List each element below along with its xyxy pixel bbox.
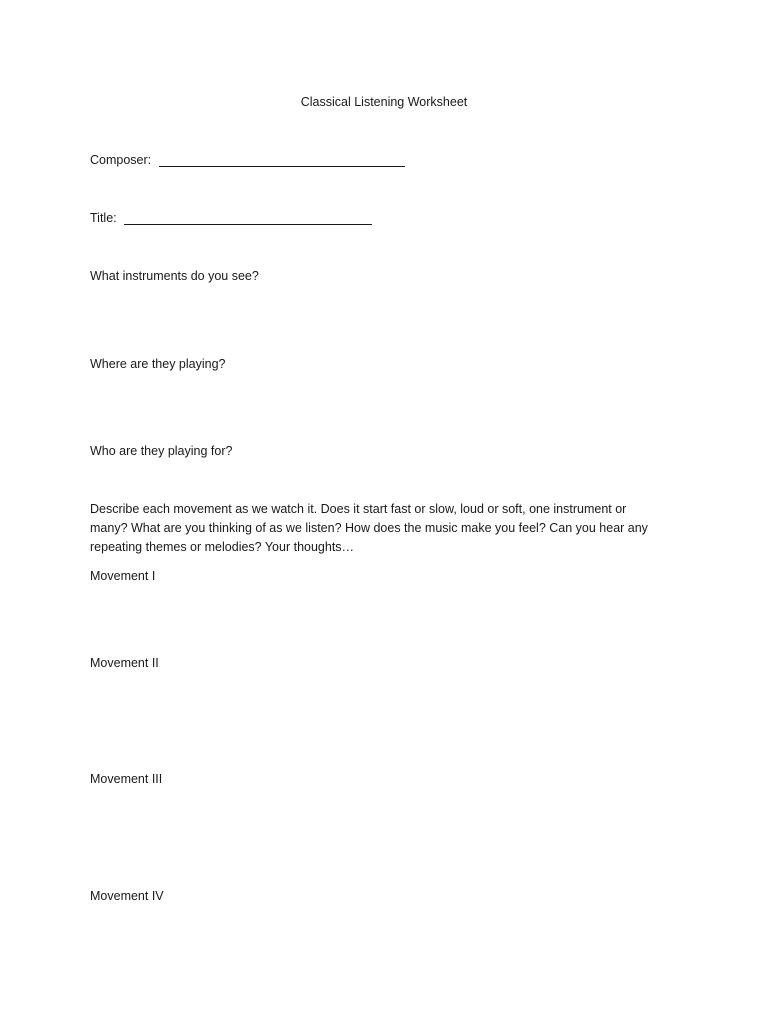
title-field-label: Title: bbox=[90, 211, 117, 225]
question-who: Who are they playing for? bbox=[90, 444, 233, 458]
composer-blank-line[interactable] bbox=[159, 166, 405, 167]
movement-2-label: Movement II bbox=[90, 656, 159, 670]
describe-line-1: Describe each movement as we watch it. Does it start fast or slow, loud or soft, one instrument or bbox=[90, 502, 627, 516]
question-where: Where are they playing? bbox=[90, 357, 226, 371]
movement-1-label: Movement I bbox=[90, 569, 156, 583]
title-blank-line[interactable] bbox=[124, 224, 372, 225]
composer-label: Composer: bbox=[90, 153, 152, 167]
describe-instructions bbox=[90, 500, 690, 557]
describe-line-2: many? What are you thinking of as we listen? How does the music make you feel? Can you hear any bbox=[90, 521, 648, 535]
describe-line-3: repeating themes or melodies? Your thoughts… bbox=[90, 540, 355, 554]
movement-3-label: Movement III bbox=[90, 772, 163, 786]
page-title: Classical Listening Worksheet bbox=[300, 95, 468, 109]
question-instruments: What instruments do you see? bbox=[90, 269, 259, 283]
movement-4-label: Movement IV bbox=[90, 889, 164, 903]
